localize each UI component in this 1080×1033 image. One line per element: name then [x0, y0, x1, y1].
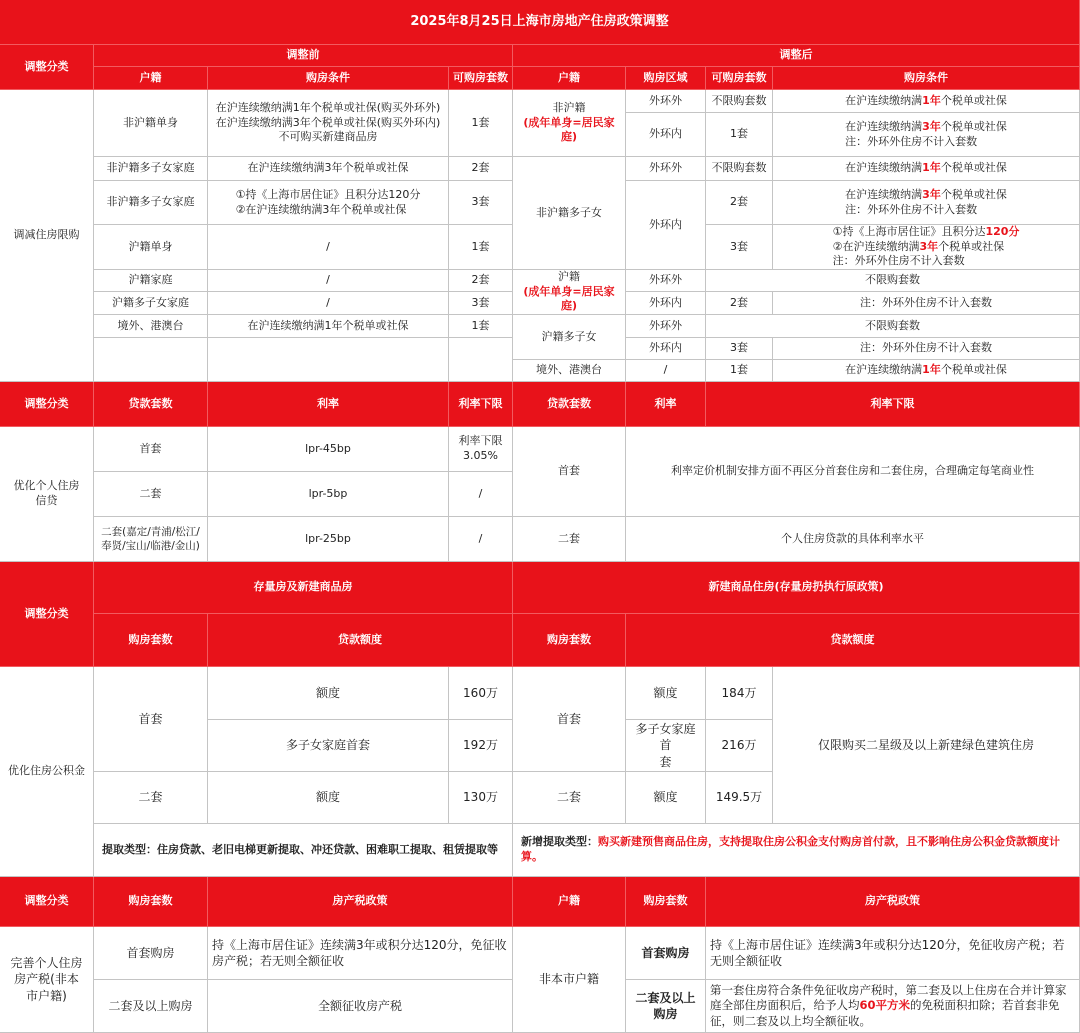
empty-cell: [449, 338, 513, 382]
before-header: 调整前: [94, 45, 513, 67]
condition-cell: 在沪连续缴纳满1年个税单或社保: [773, 360, 1080, 382]
condition-cell: 在沪连续缴纳满3年个税单或社保 注：外环外住房不计入套数: [773, 181, 1080, 225]
area-cell: 外环外: [626, 315, 706, 338]
rate-desc-cell: 利率定价机制安排方面不再区分首套住房和二套住房，合理确定每笔商业性: [626, 427, 1080, 517]
rate-floor-header: 利率下限: [706, 382, 1080, 427]
buy-units-cell: 首套购房: [626, 927, 706, 980]
category-label: 优化个人住房 信贷: [0, 427, 94, 562]
buy-units-cell: 首套: [513, 667, 626, 772]
conditions-header: 购房条件: [773, 67, 1080, 90]
tax-text: 持《上海市居住证》连续满3年或积分达120分，免征收房产税；若无则全额征收: [706, 927, 1080, 980]
huji-cell: 沪籍单身: [94, 225, 208, 270]
units-cell: 2套: [706, 181, 773, 225]
after-header: 调整后: [513, 45, 1080, 67]
quota-label: 额度: [208, 667, 449, 720]
extract-before: 提取类型：住房贷款、老旧电梯更新提取、冲还贷款、困难职工提取、租赁提取等: [94, 824, 513, 877]
huji-cell: 沪籍家庭: [94, 270, 208, 292]
tax-policy-header: 房产税政策: [706, 877, 1080, 927]
condition-cell: ①持《上海市居住证》且积分达120分 ②在沪连续缴纳满3年个税单或社保 注：外环外住房不计入套数: [773, 225, 1080, 270]
condition-cell: 在沪连续缴纳满3年个税单或社保: [208, 157, 449, 181]
units-cell: 1套: [706, 113, 773, 157]
condition-cell: 注：外环外住房不计入套数: [773, 292, 1080, 315]
units-cell: 不限购套数: [706, 90, 773, 113]
area-cell: 外环内: [626, 292, 706, 315]
quota-value: 184万: [706, 667, 773, 720]
rate-cell: lpr-5bp: [208, 472, 449, 517]
huji-cell: 沪籍多子女: [513, 315, 626, 360]
condition-cell: /: [208, 292, 449, 315]
tax-text: 全额征收房产税: [208, 980, 513, 1033]
units-cell: 3套: [449, 292, 513, 315]
units-cell: 不限购套数: [706, 157, 773, 181]
quota-label: 多子女家庭首 套: [626, 720, 706, 772]
green-building-note: 仅限购买二星级及以上新建绿色建筑住房: [773, 667, 1080, 824]
quota-value: 216万: [706, 720, 773, 772]
category-label: 优化住房公积金: [0, 667, 94, 877]
area-cell: 外环外: [626, 157, 706, 181]
loan-type-cell: 首套: [513, 427, 626, 517]
condition-cell: ①持《上海市居住证》且积分达120分 ②在沪连续缴纳满3年个税单或社保: [208, 181, 449, 225]
huji-header: 户籍: [513, 877, 626, 927]
rate-floor-header: 利率下限: [449, 382, 513, 427]
huji-cell: 境外、港澳台: [94, 315, 208, 338]
rate-desc-cell: 个人住房贷款的具体利率水平: [626, 517, 1080, 562]
units-cell: 1套: [449, 225, 513, 270]
area-cell: 外环外: [626, 270, 706, 292]
rate-floor-cell: /: [449, 472, 513, 517]
units-cell: 2套: [449, 270, 513, 292]
condition-cell: 在沪连续缴纳满1年个税单或社保(购买外环外) 在沪连续缴纳满3年个税单或社保(购买外环内) 不可购买新建商品房: [208, 90, 449, 157]
area-cell: /: [626, 360, 706, 382]
condition-cell: 在沪连续缴纳满3年个税单或社保 注：外环外住房不计入套数: [773, 113, 1080, 157]
category-label: 完善个人住房 房产税(非本 市户籍): [0, 927, 94, 1033]
empty-cell: [208, 338, 449, 382]
units-cell: 2套: [449, 157, 513, 181]
category-header: 调整分类: [0, 45, 94, 90]
category-header: 调整分类: [0, 382, 94, 427]
area-header: 购房区域: [626, 67, 706, 90]
quota-value: 192万: [449, 720, 513, 772]
area-cell: 外环内: [626, 338, 706, 360]
huji-cell: 非沪籍 (成年单身=居民家庭): [513, 90, 626, 157]
quota-value: 160万: [449, 667, 513, 720]
buy-units-header: 购房套数: [94, 877, 208, 927]
buy-units-header: 购房套数: [94, 614, 208, 667]
condition-cell: /: [208, 225, 449, 270]
units-cell: 3套: [706, 338, 773, 360]
buy-units-cell: 二套: [94, 772, 208, 824]
tax-policy-header: 房产税政策: [208, 877, 513, 927]
condition-cell: 不限购套数: [706, 315, 1080, 338]
huji-cell: 非沪籍多子女家庭: [94, 157, 208, 181]
huji-header: 户籍: [94, 67, 208, 90]
buy-units-cell: 首套购房: [94, 927, 208, 980]
quota-label: 额度: [626, 772, 706, 824]
area-cell: 外环内: [626, 113, 706, 157]
buy-units-cell: 二套及以上购房: [94, 980, 208, 1033]
quota-value: 130万: [449, 772, 513, 824]
loan-type-cell: 二套: [513, 517, 626, 562]
condition-cell: 在沪连续缴纳满1年个税单或社保: [773, 90, 1080, 113]
table-title: 2025年8月25日上海市房地产住房政策调整: [0, 0, 1080, 45]
units-cell: 2套: [706, 292, 773, 315]
huji-cell: 非沪籍多子女家庭: [94, 181, 208, 225]
quota-label: 多子女家庭首套: [208, 720, 449, 772]
quota-label: 额度: [208, 772, 449, 824]
huji-cell: 非沪籍多子女: [513, 157, 626, 270]
units-cell: 3套: [449, 181, 513, 225]
condition-cell: 注：外环外住房不计入套数: [773, 338, 1080, 360]
rate-cell: lpr-45bp: [208, 427, 449, 472]
loan-type-cell: 首套: [94, 427, 208, 472]
units-cell: 1套: [449, 90, 513, 157]
stock-new-header: 存量房及新建商品房: [94, 562, 513, 614]
huji-cell: 非本市户籍: [513, 927, 626, 1033]
buy-units-cell: 二套及以上 购房: [626, 980, 706, 1033]
conditions-header: 购房条件: [208, 67, 449, 90]
area-cell: 外环外: [626, 90, 706, 113]
loan-amount-header: 贷款额度: [626, 614, 1080, 667]
huji-cell: 沪籍多子女家庭: [94, 292, 208, 315]
quota-value: 149.5万: [706, 772, 773, 824]
units-cell: 1套: [449, 315, 513, 338]
buy-units-cell: 首套: [94, 667, 208, 772]
category-label: 调减住房限购: [0, 90, 94, 382]
tax-text: 持《上海市居住证》连续满3年或积分达120分，免征收房产税；若无则全额征收: [208, 927, 513, 980]
quota-label: 额度: [626, 667, 706, 720]
condition-cell: 不限购套数: [706, 270, 1080, 292]
tax-text: 第一套住房符合条件免征收房产税时，第二套及以上住房在合并计算家庭全部住房面积后，给予人均60平方米的免税面积扣除；若首套非免征，则二套及以上均全额征收。: [706, 980, 1080, 1033]
huji-cell: 境外、港澳台: [513, 360, 626, 382]
condition-cell: 在沪连续缴纳满1年个税单或社保: [208, 315, 449, 338]
loan-amount-header: 贷款额度: [208, 614, 513, 667]
units-header: 可购房套数: [706, 67, 773, 90]
huji-cell: 非沪籍单身: [94, 90, 208, 157]
rate-header: 利率: [208, 382, 449, 427]
rate-floor-cell: 利率下限 3.05%: [449, 427, 513, 472]
extract-after: 新增提取类型：购买新建预售商品住房，支持提取住房公积金支付购房首付款，且不影响住房公积金贷款额度计算。: [513, 824, 1080, 877]
category-header: 调整分类: [0, 877, 94, 927]
empty-cell: [94, 338, 208, 382]
condition-cell: /: [208, 270, 449, 292]
units-header: 可购房套数: [449, 67, 513, 90]
new-only-header: 新建商品住房(存量房扔执行原政策): [513, 562, 1080, 614]
rate-cell: lpr-25bp: [208, 517, 449, 562]
huji-cell: 沪籍 (成年单身=居民家庭): [513, 270, 626, 315]
units-cell: 3套: [706, 225, 773, 270]
buy-units-header: 购房套数: [626, 877, 706, 927]
loan-type-cell: 二套(嘉定/青浦/松江/ 奉贤/宝山/临港/金山): [94, 517, 208, 562]
units-cell: 1套: [706, 360, 773, 382]
loan-type-cell: 二套: [94, 472, 208, 517]
rate-header: 利率: [626, 382, 706, 427]
buy-units-header: 购房套数: [513, 614, 626, 667]
loan-units-header: 贷款套数: [513, 382, 626, 427]
buy-units-cell: 二套: [513, 772, 626, 824]
rate-floor-cell: /: [449, 517, 513, 562]
condition-cell: 在沪连续缴纳满1年个税单或社保: [773, 157, 1080, 181]
loan-units-header: 贷款套数: [94, 382, 208, 427]
category-header: 调整分类: [0, 562, 94, 667]
area-cell: 外环内: [626, 181, 706, 270]
huji-header: 户籍: [513, 67, 626, 90]
